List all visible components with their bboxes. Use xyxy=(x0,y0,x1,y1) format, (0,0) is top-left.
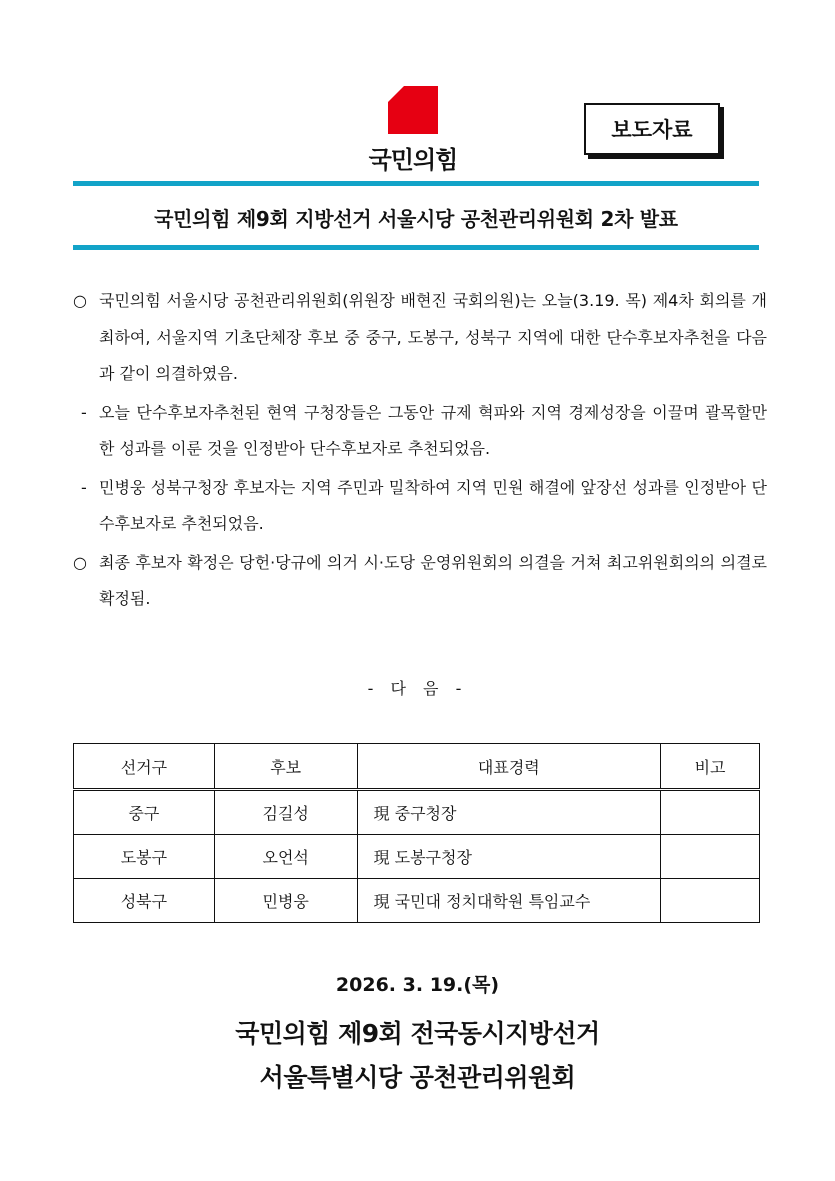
header-note: 비고 xyxy=(661,744,760,790)
header-career: 대표경력 xyxy=(357,744,661,790)
dash-bullet: - xyxy=(81,477,87,497)
press-release-label: 보도자료 xyxy=(584,103,720,155)
cell-career: 現 국민대 정치대학원 특임교수 xyxy=(357,879,661,923)
dash-bullet: - xyxy=(81,402,87,422)
cell-note xyxy=(661,835,760,879)
cell-candidate: 오언석 xyxy=(214,835,357,879)
cell-candidate: 김길성 xyxy=(214,790,357,835)
candidate-table xyxy=(73,743,760,923)
party-logo-icon xyxy=(388,86,438,134)
body-text xyxy=(73,283,767,618)
header-district: 선거구 xyxy=(74,744,215,790)
circle-bullet: ○ xyxy=(73,552,87,572)
title-rule-bottom xyxy=(73,245,759,250)
table-row xyxy=(74,835,760,879)
paragraph-1 xyxy=(73,283,767,393)
org-line-1: 국민의힘 제9회 전국동시지방선거 xyxy=(235,1019,600,1048)
table-row xyxy=(74,879,760,923)
cell-district: 도봉구 xyxy=(74,835,215,879)
cell-note xyxy=(661,790,760,835)
section-heading-da-eum: - 다 음 - xyxy=(367,679,468,698)
header-candidate: 후보 xyxy=(214,744,357,790)
circle-bullet: ○ xyxy=(73,291,87,310)
title-rule-top xyxy=(73,181,759,186)
party-logo xyxy=(358,86,468,178)
table-header-row xyxy=(74,744,760,790)
cell-note xyxy=(661,879,760,923)
logo-text: 국민의힘 xyxy=(368,146,458,174)
cell-career: 現 중구청장 xyxy=(357,790,661,835)
cell-career: 現 도봉구청장 xyxy=(357,835,661,879)
paragraph-2-text: 오늘 단수후보자추천된 현역 구청장들은 그동안 규제 혁파와 지역 경제성장을 이끌며 괄목할만한 성과를 이룬 것을 인정받아 단수후보자로 추천되었음. xyxy=(99,402,767,458)
paragraph-4-text: 최종 후보자 확정은 당헌·당규에 의거 시·도당 운영위원회의 의결을 거쳐 최고위원회의의 의결로 확정됨. xyxy=(99,552,767,608)
cell-candidate: 민병웅 xyxy=(214,879,357,923)
cell-district: 성북구 xyxy=(74,879,215,923)
release-date: 2026. 3. 19.(목) xyxy=(335,974,500,996)
cell-district: 중구 xyxy=(74,790,215,835)
org-line-2: 서울특별시당 공천관리위원회 xyxy=(259,1063,576,1092)
paragraph-1-text: 국민의힘 서울시당 공천관리위원회(위원장 배현진 국회의원)는 오늘(3.19. 목) 제4차 회의를 개최하여, 서울지역 기초단체장 후보 중 중구, 도봉구, 성북구 지역에 대한 단수후보자추천을 다음과 같이 의결하였음. xyxy=(99,291,767,383)
paragraph-3 xyxy=(73,470,767,543)
paragraph-3-text: 민병웅 성북구청장 후보자는 지역 주민과 밀착하여 지역 민원 해결에 앞장선 성과를 인정받아 단수후보자로 추천되었음. xyxy=(99,477,767,533)
paragraph-4 xyxy=(73,545,767,618)
paragraph-2 xyxy=(73,395,767,468)
table-row xyxy=(74,790,760,835)
page-title: 국민의힘 제9회 지방선거 서울시당 공천관리위원회 2차 발표 xyxy=(154,206,678,231)
